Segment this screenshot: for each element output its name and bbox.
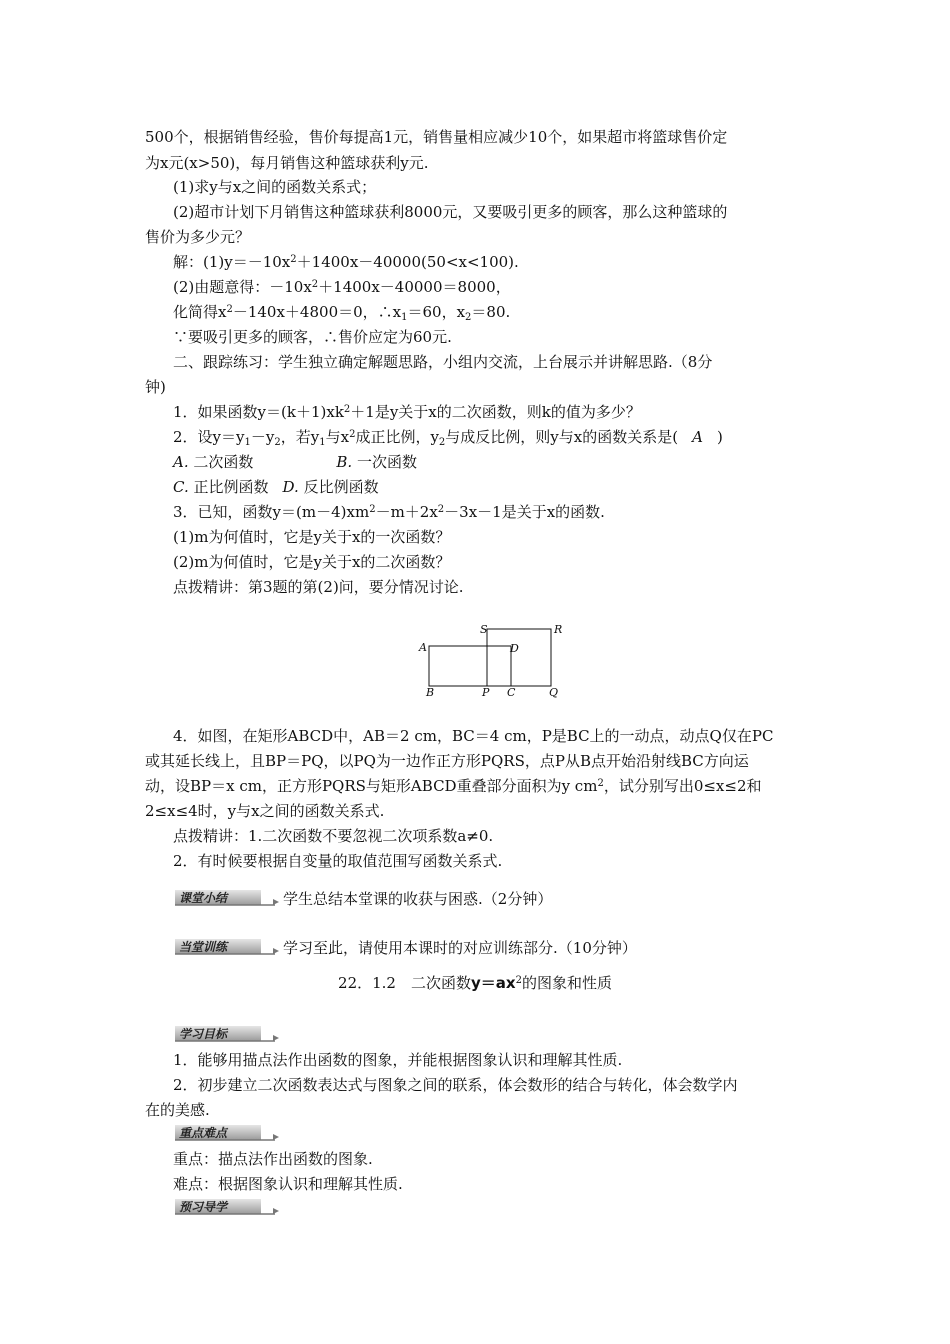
text-line: 动，设BP＝x cm，正方形PQRS与矩形ABCD重叠部分面积为y $cm^2$，试分别写出0≤x≤2和 <box>145 777 762 795</box>
section-tag-goals <box>173 1023 279 1045</box>
label-r: R <box>554 623 563 636</box>
rectangle-square-figure <box>412 618 572 700</box>
text-line: 2．有时候要根据自变量的取值范围写函数关系式. <box>173 852 503 870</box>
text-line: (1)m为何值时，它是y关于x的一次函数？ <box>173 528 451 546</box>
label-p: P <box>482 686 490 699</box>
label-c: C <box>507 686 516 699</box>
text-line: 1．能够用描点法作出函数的图象，并能根据图象认识和理解其性质. <box>173 1051 623 1069</box>
section-tag-summary <box>173 887 279 909</box>
section-tag-keypoints <box>173 1122 279 1144</box>
text-line: 2≤x≤4时，y与x之间的函数关系式. <box>145 802 385 820</box>
tag-label: 当堂训练 <box>179 940 228 954</box>
label-q: Q <box>549 686 559 699</box>
section-tag-practice <box>173 936 279 958</box>
text-line: 点拨精讲：1.二次函数不要忽视二次项系数a≠0. <box>173 827 494 845</box>
text-line: ∵要吸引更多的顾客，∴售价应定为60元. <box>173 328 452 346</box>
text-line: 化简得$x^2-140x+4800=0$，$\therefore x_1=60$，$x_2=80$. <box>173 303 511 323</box>
text-line: 钟) <box>145 378 166 396</box>
text-line: 1．如果函数$y=(k+1)xk^2+1$是y关于x的二次函数，则k的值为多少？ <box>173 403 641 421</box>
text-line: 或其延长线上，且BP＝PQ，以PQ为一边作正方形PQRS，点P从B点开始沿射线BC方向运 <box>145 752 749 770</box>
text-line: 难点：根据图象认识和理解其性质. <box>173 1175 403 1193</box>
text-line: 售价为多少元？ <box>145 228 251 246</box>
label-d: D <box>510 642 519 655</box>
text-line: 2．设$y=y_1-y_2$，若$y_1$与$x^2$成正比例，$y_2$与成反比例，则y与x的函数关系是( A ) <box>173 428 723 448</box>
text-line: (2)由题意得：$-10x^2+1400x-40000=8000$， <box>173 278 511 296</box>
label-s: S <box>480 623 488 636</box>
option-line: A. 二次函数 B. 一次函数 <box>173 453 417 471</box>
tag-label: 学习目标 <box>179 1027 228 1041</box>
tag-description: 学生总结本堂课的收获与困惑.（2分钟） <box>283 890 553 908</box>
text-line: 点拨精讲：第3题的第(2)问，要分情况讨论. <box>173 578 464 596</box>
section-title: 22．1.2 二次函数$y=ax^2$的图象和性质 <box>338 974 612 992</box>
text-line: 2．初步建立二次函数表达式与图象之间的联系，体会数形的结合与转化，体会数学内 <box>173 1076 738 1094</box>
text-line: 4．如图，在矩形ABCD中，AB＝2 cm，BC＝4 cm，P是BC上的一动点，动点Q仅在PC <box>173 727 774 745</box>
tag-description: 学习至此，请使用本课时的对应训练部分.（10分钟） <box>283 939 637 957</box>
text-line: (2)超市计划下月销售这种篮球获利8000元，又要吸引更多的顾客，那么这种篮球的 <box>173 203 728 221</box>
text-line: 解：$(1)y=-10x^2+1400x-40000(50<x<100)$. <box>173 253 519 271</box>
text-line: 500个，根据销售经验，售价每提高1元，销售量相应减少10个，如果超市将篮球售价定 <box>145 128 728 146</box>
label-a: A <box>419 641 427 654</box>
rectangle-abcd <box>429 646 511 686</box>
text-line: 在的美感. <box>145 1101 210 1119</box>
answer-choice: A <box>692 428 703 446</box>
label-b: B <box>426 686 435 699</box>
text-line: (1)求y与x之间的函数关系式； <box>173 178 377 196</box>
text-line: 为x元(x>50)，每月销售这种篮球获利y元. <box>145 154 429 172</box>
option-line: C. 正比例函数 D. 反比例函数 <box>173 478 379 496</box>
tag-label: 课堂小结 <box>179 891 228 905</box>
text-line: 3．已知，函数$y=(m-4)xm^2-m+2x^2-3x-1$是关于x的函数. <box>173 503 605 521</box>
tag-label: 预习导学 <box>179 1200 228 1214</box>
text-line: 重点：描点法作出函数的图象. <box>173 1150 373 1168</box>
text-line: (2)m为何值时，它是y关于x的二次函数？ <box>173 553 451 571</box>
section-tag-preview <box>173 1196 279 1218</box>
square-pqrs <box>487 629 551 686</box>
text-line: 二、跟踪练习：学生独立确定解题思路，小组内交流，上台展示并讲解思路.（8分 <box>173 353 713 371</box>
tag-label: 重点难点 <box>179 1126 228 1140</box>
